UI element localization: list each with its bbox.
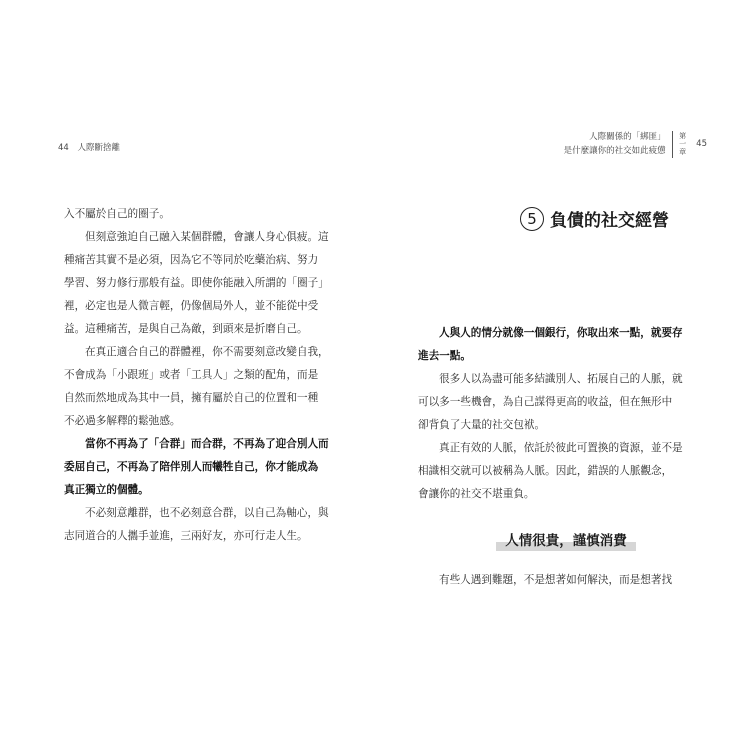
- text-line: 卻背負了大量的社交包袱。: [418, 419, 546, 431]
- text-line: 益。這種痛苦，是與自己為敵，到頭來是折磨自己。: [64, 323, 308, 335]
- left-body-text: [64, 203, 329, 548]
- text-line: 不必刻意離群，也不必刻意合群，以自己為軸心，與: [85, 507, 329, 519]
- text-line: 人與人的情分就像一個銀行，你取出來一點，就要存: [439, 327, 683, 339]
- section-number-badge: 5: [520, 207, 544, 231]
- subheading: [496, 526, 636, 554]
- left-running-head: 人際斷捨離: [77, 143, 121, 153]
- text-line: 在真正適合自己的群體裡，你不需要刻意改變自我，: [85, 346, 329, 358]
- text-line: 很多人以為盡可能多結識別人、拓展自己的人脈，就: [439, 373, 683, 385]
- text-line: 志同道合的人攜手並進，三兩好友，亦可行走人生。: [64, 530, 308, 542]
- right-running-header: [564, 130, 707, 158]
- header-divider: [672, 131, 674, 158]
- chapter-top: 第: [679, 132, 687, 140]
- text-line: 種痛苦其實不是必須，因為它不等同於吃藥治病、努力: [64, 254, 319, 266]
- text-line: 真正有效的人脈，依託於彼此可置換的資源，並不是: [439, 442, 683, 454]
- chapter-bottom: 章: [679, 148, 687, 156]
- text-line: 入不屬於自己的圈子。: [64, 208, 170, 220]
- text-line: 但刻意強迫自己融入某個群體，會讓人身心俱疲。這: [85, 231, 329, 243]
- section-title-text: 負債的社交經營: [550, 211, 669, 231]
- text-line: 委屈自己，不再為了陪伴別人而犧牲自己，你才能成為: [64, 461, 319, 473]
- text-line: 自然而然地成為其中一員，擁有屬於自己的位置和一種: [64, 392, 319, 404]
- right-page-number: 45: [696, 139, 707, 149]
- text-line: 進去一點。: [418, 350, 471, 362]
- left-running-header: [58, 141, 120, 153]
- text-line: 相識相交就可以被稱為人脈。因此，錯誤的人脈觀念，: [418, 465, 673, 477]
- text-line: 裡，必定也是人微言輕，仍像個局外人，並不能從中受: [64, 300, 319, 312]
- right-body-text-2: [418, 569, 672, 592]
- running-head-line1: 人際關係的「綁匪」: [589, 132, 666, 142]
- text-line: 可以多一些機會，為自己謀得更高的收益，但在無形中: [418, 396, 673, 408]
- section-title: [520, 206, 669, 231]
- chapter-num: 一: [679, 140, 687, 148]
- text-line: 有些人遇到難題，不是想著如何解決，而是想著找: [439, 574, 673, 586]
- text-line: 不必過多解釋的鬆弛感。: [64, 415, 181, 427]
- right-body-text: [418, 322, 683, 506]
- text-line: 真正獨立的個體。: [64, 484, 149, 496]
- subheading-text: 人情很貴，謹慎消費: [505, 533, 627, 549]
- right-running-head: [564, 130, 666, 158]
- chapter-marker: [679, 132, 686, 156]
- left-page-number: 44: [58, 143, 69, 153]
- text-line: 當你不再為了「合群」而合群，不再為了迎合別人而: [85, 438, 329, 450]
- text-line: 不會成為「小跟班」或者「工具人」之類的配角，而是: [64, 369, 319, 381]
- running-head-line2: 是什麼讓你的社交如此疲憊: [563, 146, 666, 156]
- text-line: 學習、努力修行那般有益。即使你能融入所謂的「圈子」: [64, 277, 329, 289]
- text-line: 會讓你的社交不堪重負。: [418, 488, 535, 500]
